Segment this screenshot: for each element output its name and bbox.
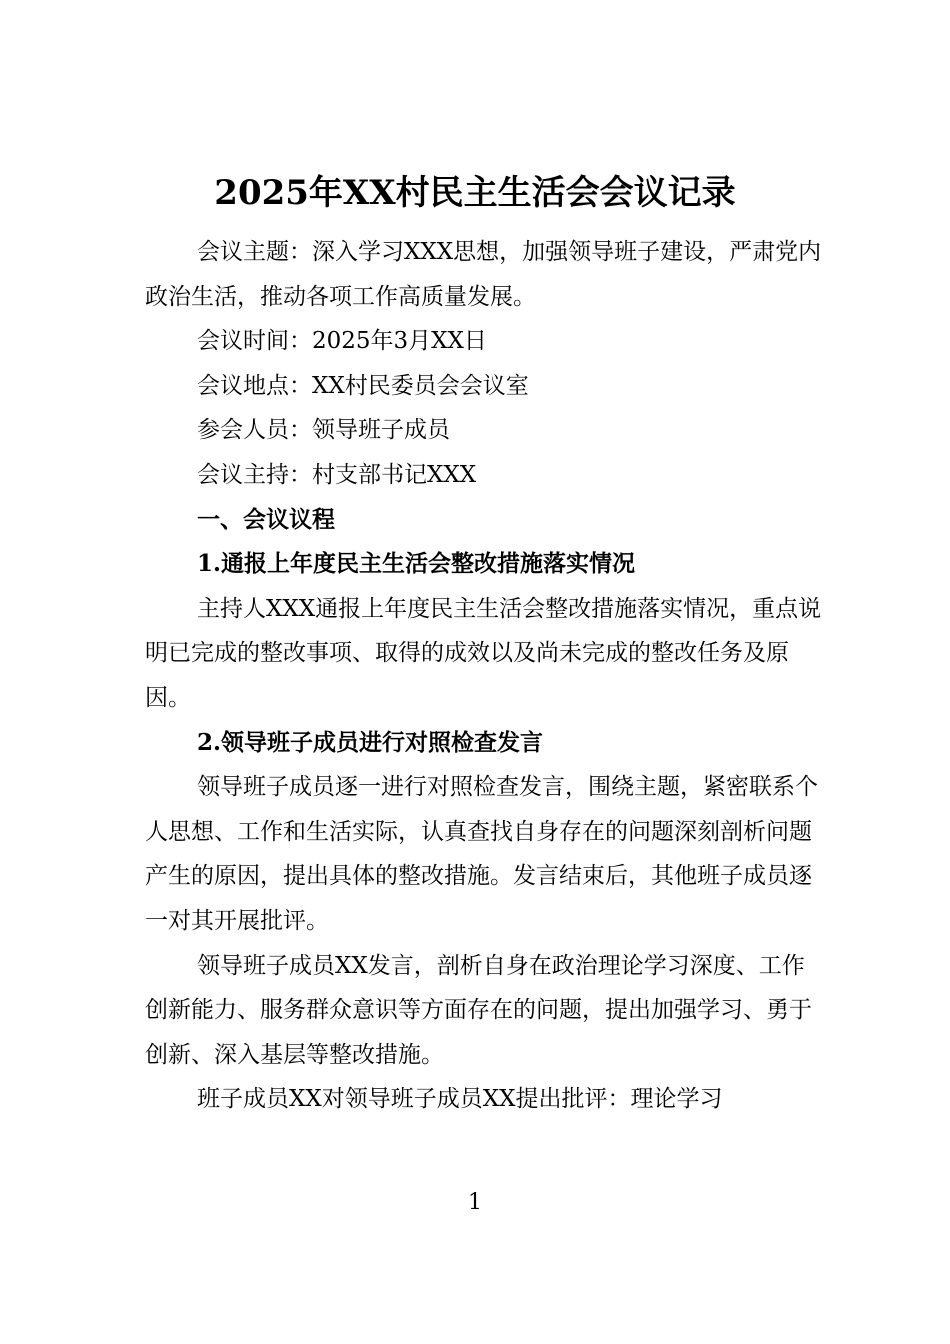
document-body xyxy=(145,230,825,1122)
agenda-item-body-2-paragraph-1: 领导班子成员逐一进行对照检查发言，围绕主题，紧密联系个人思想、工作和生活实际，认真查找自身存在的问题深刻剖析问题产生的原因，提出具体的整改措施。发言结束后，其他班子成员逐一对其开展批评。 xyxy=(145,774,818,934)
agenda-item-heading-1: 1.通报上年度民主生活会整改措施落实情况 xyxy=(197,550,636,578)
section-heading-agenda: 一、会议议程 xyxy=(197,506,335,533)
agenda-item-body-2-paragraph-3: 班子成员XX对领导班子成员XX提出批评：理论学习 xyxy=(197,1086,723,1113)
page-number: 1 xyxy=(468,1190,482,1215)
agenda-item-body-2-paragraph-2: 领导班子成员XX发言，剖析自身在政治理论学习深度、工作创新能力、服务群众意识等方面存在的问题，提出加强学习、勇于创新、深入基层等整改措施。 xyxy=(145,952,812,1068)
agenda-item-body-1: 主持人XXX通报上年度民主生活会整改措施落实情况，重点说明已完成的整改事项、取得的成效以及尚未完成的整改任务及原因。 xyxy=(145,595,822,711)
document-title: 2025年XX村民主生活会会议记录 xyxy=(214,173,736,213)
paragraph-meeting-host: 会议主持：村支部书记XXX xyxy=(197,461,477,488)
paragraph-meeting-place: 会议地点：XX村民委员会会议室 xyxy=(197,372,529,399)
paragraph-meeting-theme: 会议主题：深入学习XXX思想，加强领导班子建设，严肃党内政治生活，推动各项工作高质量发展。 xyxy=(145,239,822,310)
paragraph-attendees: 参会人员：领导班子成员 xyxy=(197,417,450,444)
paragraph-meeting-time: 会议时间：2025年3月XX日 xyxy=(197,328,487,355)
agenda-item-heading-2: 2.领导班子成员进行对照检查发言 xyxy=(197,728,544,756)
